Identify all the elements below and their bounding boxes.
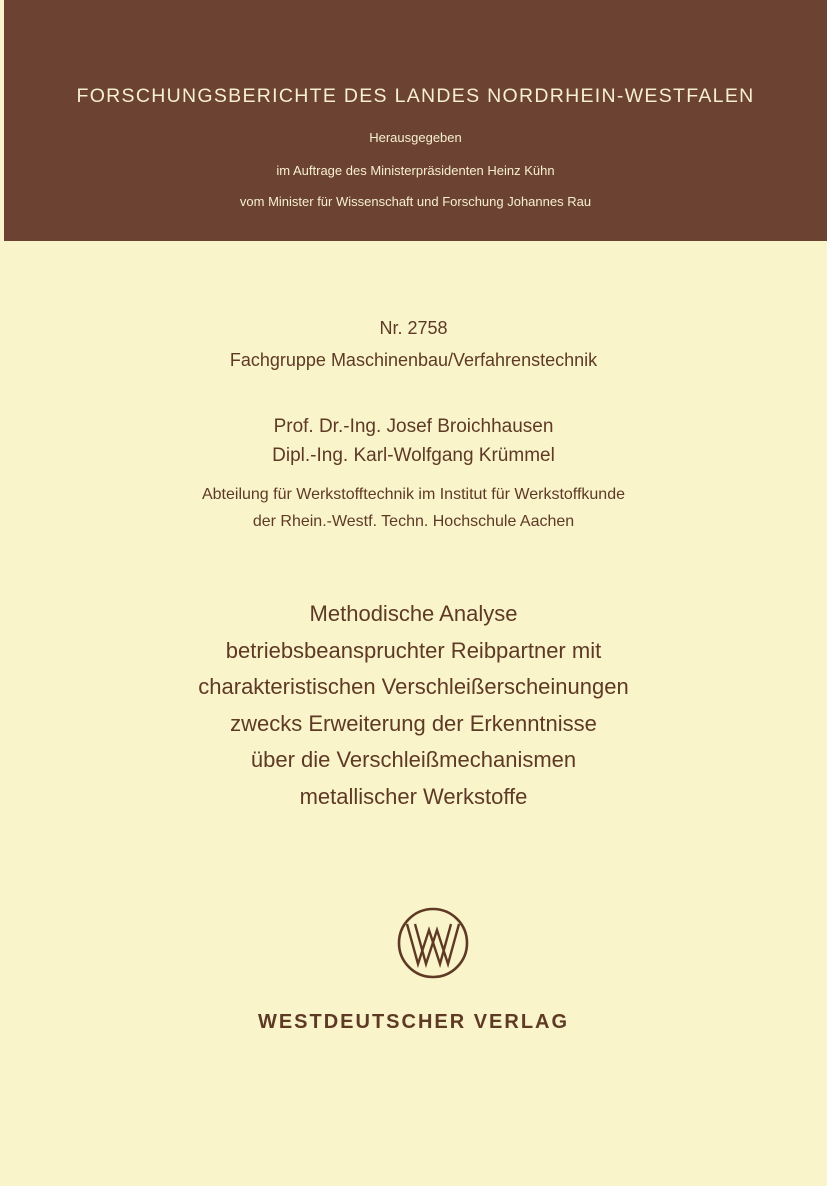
affiliation-line: Abteilung für Werkstofftechnik im Institut für Werkstoffkunde (201, 486, 625, 503)
title-line: metallischer Werkstoffe (299, 783, 528, 809)
commission-note: im Auftrage des Ministerpräsidenten Heinz Kühn (276, 163, 555, 178)
publisher-name: WESTDEUTSCHER VERLAG (257, 1011, 570, 1033)
header-band (4, 0, 827, 241)
affiliation-line: der Rhein.-Westf. Techn. Hochschule Aachen (252, 513, 575, 530)
subject-group: Fachgruppe Maschinenbau/Verfahrenstechnik (229, 350, 598, 370)
title-line: über die Verschleißmechanismen (250, 747, 577, 772)
author-name: Dipl.-Ing. Karl-Wolfgang Krümmel (272, 445, 555, 466)
title-line: charakteristischen Verschleißerscheinungen (198, 674, 629, 699)
title-line: Methodische Analyse (309, 601, 518, 626)
minister-note: vom Minister für Wissenschaft und Forschung Johannes Rau (239, 194, 592, 209)
series-title: FORSCHUNGSBERICHTE DES LANDES NORDRHEIN-WESTFALEN (76, 85, 755, 107)
title-line: betriebsbeanspruchter Reibpartner mit (225, 637, 602, 663)
publisher-logo-icon (396, 906, 470, 980)
editor-note: Herausgegeben (369, 130, 462, 145)
title-line: zwecks Erweiterung der Erkenntnisse (230, 710, 597, 736)
report-number: Nr. 2758 (379, 318, 448, 338)
author-name: Prof. Dr.-Ing. Josef Broichhausen (273, 416, 554, 437)
book-title (0, 596, 827, 815)
